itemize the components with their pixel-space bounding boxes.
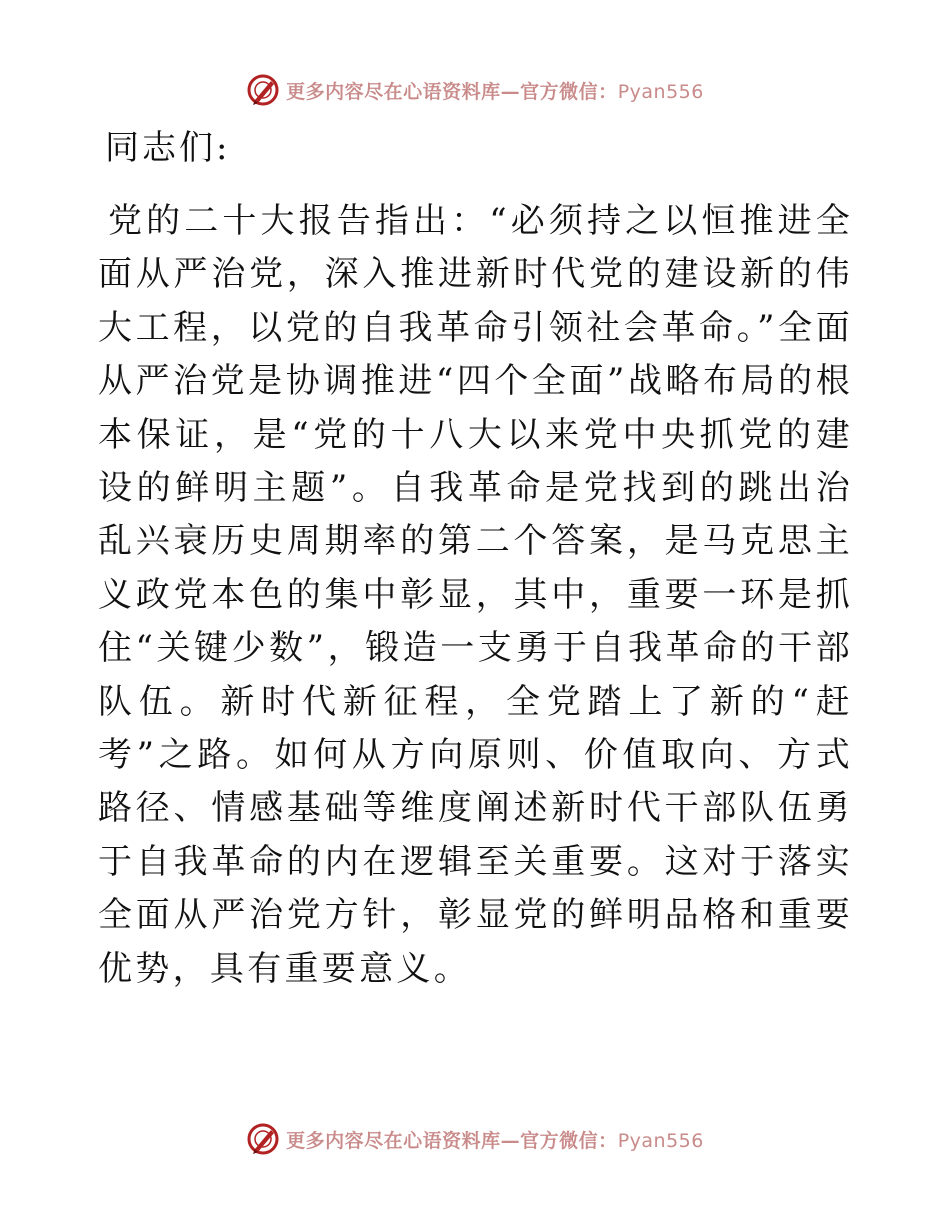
watermark-wechat-label: 官方微信： — [520, 80, 618, 103]
watermark-text — [286, 1126, 704, 1153]
watermark-main: 更多内容尽在心语资料库 — [286, 80, 501, 103]
watermark-text — [286, 77, 704, 104]
greeting: 同志们: — [105, 128, 231, 168]
watermark-wechat-id: Pyan556 — [617, 1129, 704, 1152]
watermark-separator: — — [500, 80, 521, 103]
watermark-separator: — — [500, 1129, 521, 1152]
pen-logo-icon — [246, 73, 280, 107]
watermark-main: 更多内容尽在心语资料库 — [286, 1129, 501, 1152]
body-paragraph: 党的二十大报告指出：“必须持之以恒推进全面从严治党，深入推进新时代党的建设新的伟大工程，以党的自我革命引领社会革命。”全面从严治党是协调推进“四个全面”战略布局的根本保证，是“党的十八大以来党中央抓党的建设的鲜明主题”。自我革命是党找到的跳出治乱兴衰历史周期率的第二个答案，是马克思主义政党本色的集中彰显，其中，重要一环是抓住“关键少数”，锻造一支勇于自我革命的干部队伍。新时代新征程，全党踏上了新的“赶考”之路。如何从方向原则、价值取向、方式路径、情感基础等维度阐述新时代干部队伍勇于自我革命的内在逻辑至关重要。这对于落实全面从严治党方针，彰显党的鲜明品格和重要优势，具有重要意义。 — [98, 201, 853, 989]
header-watermark — [0, 70, 950, 110]
watermark-wechat-label: 官方微信： — [520, 1129, 618, 1152]
watermark-wechat-id: Pyan556 — [617, 80, 704, 103]
footer-watermark — [0, 1119, 950, 1159]
pen-logo-icon — [246, 1122, 280, 1156]
